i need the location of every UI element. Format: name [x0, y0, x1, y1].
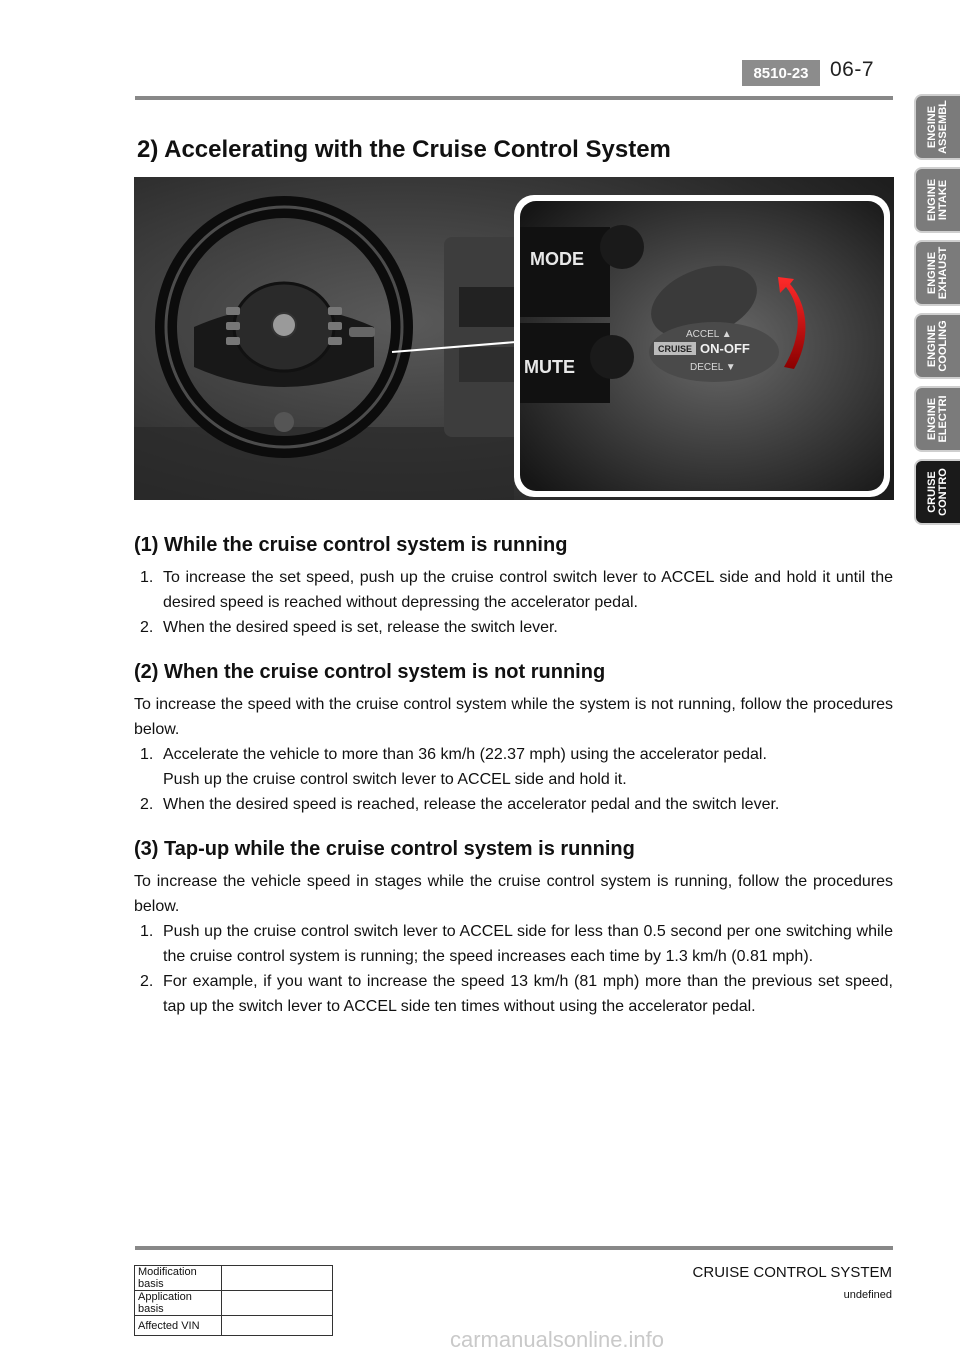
- section-intro: To increase the speed with the cruise control system while the system is not running, follow the procedures below.: [134, 696, 893, 738]
- step-item: 2. When the desired speed is set, release the switch lever.: [140, 619, 558, 636]
- main-content: [134, 534, 893, 1040]
- table-row: Application basis: [135, 1291, 333, 1316]
- footer-divider: [135, 1246, 893, 1250]
- tab-engine-intake[interactable]: ENGINE INTAKE: [914, 167, 960, 233]
- step-item: 1. Push up the cruise control switch lever to ACCEL side for less than 0.5 second per one switching while the cruise control system is running; the speed increases each time by 1.3 km/h (0.81 mph).: [140, 923, 893, 965]
- section-not-running: [134, 661, 893, 817]
- lever-on-off-label: ON-OFF: [700, 341, 750, 356]
- tab-engine-cooling[interactable]: ENGINE COOLING: [914, 313, 960, 379]
- table-row: Affected VIN: [135, 1316, 333, 1336]
- section-tap-up: [134, 838, 893, 1019]
- table-row: Modification basis: [135, 1266, 333, 1291]
- header-divider: [135, 96, 893, 100]
- steering-wheel-figure: [134, 177, 894, 500]
- tab-cruise-control[interactable]: CRUISE CONTRO: [914, 459, 960, 525]
- section-heading: (3) Tap-up while the cruise control system is running: [134, 838, 635, 860]
- chapter-tabs: [914, 94, 960, 532]
- section-running: [134, 534, 893, 640]
- section-heading: (2) When the cruise control system is not running: [134, 661, 606, 683]
- section-intro: To increase the vehicle speed in stages while the cruise control system is running, follow the procedures below.: [134, 873, 893, 915]
- step-item: 2. When the desired speed is reached, release the accelerator pedal and the switch lever.: [140, 796, 780, 813]
- lever-cruise-label: CRUISE: [658, 344, 693, 354]
- section-heading: (1) While the cruise control system is running: [134, 534, 568, 556]
- footer-model: undefined: [843, 1289, 892, 1301]
- lever-decel-label: DECEL ▼: [690, 362, 736, 373]
- step-item: 1. To increase the set speed, push up the cruise control switch lever to ACCEL side and hold it until the desired speed is reached without depressing the accelerator pedal.: [140, 569, 893, 611]
- step-item: 2. For example, if you want to increase the speed 13 km/h (81 mph) more than the previous set speed, tap up the switch lever to ACCEL side ten times without using the accelerator pedal.: [140, 973, 893, 1015]
- step-list: [134, 565, 893, 640]
- page-title: 2) Accelerating with the Cruise Control System: [137, 136, 671, 163]
- document-code-badge: 8510-23: [742, 60, 820, 86]
- modification-table: [134, 1265, 333, 1336]
- step-list: [134, 919, 893, 1019]
- step-list: [134, 742, 893, 817]
- lever-accel-label: ACCEL ▲: [686, 329, 732, 340]
- tab-engine-electrical[interactable]: ENGINE ELECTRI: [914, 386, 960, 452]
- step-item: 1. Accelerate the vehicle to more than 36 km/h (22.37 mph) using the accelerator pedal. Push up the cruise control switch lever to ACCEL side and hold it.: [140, 746, 767, 788]
- page-number: 06-7: [830, 58, 875, 81]
- watermark: carmanualsonline.info: [450, 1327, 665, 1352]
- tab-engine-assembly[interactable]: ENGINE ASSEMBL: [914, 94, 960, 160]
- mute-button-label: MUTE: [524, 357, 575, 377]
- mode-button-label: MODE: [530, 249, 584, 269]
- cruise-lever-small: [349, 327, 375, 337]
- brand-logo: [272, 313, 296, 337]
- footer-system-name: CRUISE CONTROL SYSTEM: [692, 1264, 892, 1281]
- tab-engine-exhaust[interactable]: ENGINE EXHAUST: [914, 240, 960, 306]
